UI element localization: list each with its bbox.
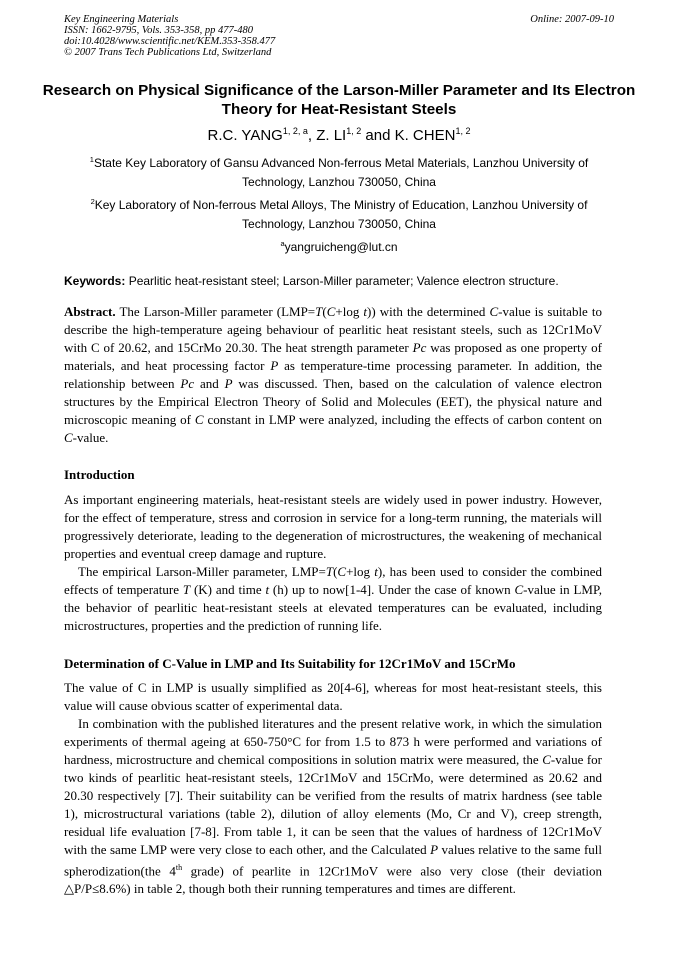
abstract-text: The Larson-Miller parameter (LMP=	[115, 304, 316, 319]
math-var: C	[326, 304, 336, 319]
section2-text: -value for two kinds of pearlitic heat-resistant steels, 12Cr1MoV and 15CrMo, were determined as 20.62 and 20.30 respectively [7]. Their suitability can be verified from the results of matrix hardness (see table 1), microstructural variations (table 2), dilution of alloy elements (Mo, Cr and V), creep strength, residual life evaluation [7-8]. From table 1, it can be seen that the values of hardness of 12Cr1MoV with the same LMP were very close to each other, and the Calculated	[64, 752, 603, 857]
intro-paragraph-2	[64, 563, 602, 635]
abstract	[64, 303, 602, 447]
affiliation-sup: 2	[90, 197, 95, 206]
affiliation-sup: 1	[89, 155, 94, 164]
intro-text: (h) up to now[1-4]. Under the case of known	[269, 582, 515, 597]
math-var: T	[182, 582, 191, 597]
section2-text: grade) of pearlite in 12Cr1MoV were also very close (their deviation △P/P≤8.6%) in table 2, though both their running temperatures and times are different.	[64, 863, 602, 897]
math-var: C	[514, 582, 524, 597]
abstract-text: -value.	[72, 430, 109, 445]
math-var: P	[270, 358, 279, 373]
section2-paragraph-1: The value of C in LMP is usually simplified as 20[4-6], whereas for most heat-resistant steels, this value will cause obvious scatter of experimental data.	[64, 680, 602, 713]
section2-paragraph-2	[64, 715, 602, 898]
intro-text: (	[333, 564, 338, 579]
abstract-text: was proposed as one property of materials, and heat processing factor	[64, 340, 603, 373]
doi-line: doi:10.4028/www.scientific.net/KEM.353-358.477	[64, 36, 276, 47]
affiliation-text: State Key Laboratory of Gansu Advanced Non-ferrous Metal Materials, Lanzhou University of Technology, Lanzhou 730050, China	[93, 156, 589, 189]
abstract-text: and	[194, 376, 225, 391]
intro-text: +log	[346, 564, 375, 579]
email-sup: a	[280, 239, 285, 248]
intro-paragraph-1: As important engineering materials, heat-resistant steels are widely used in power industry. However, for the effect of temperature, stress and corrosion in service for a long-term running, the materials will progressively deteriorate, leading to the degeneration of microstructures, the weakening of mechanical properties and eventual creep damage and rupture.	[64, 492, 602, 561]
intro-text: The empirical Larson-Miller parameter, LMP=	[78, 564, 326, 579]
journal-info	[64, 14, 275, 58]
keywords-label: Keywords:	[64, 274, 126, 288]
affiliation-text: Key Laboratory of Non-ferrous Metal Alloys, The Ministry of Education, Lanzhou University of Technology, Lanzhou 730050, China	[94, 198, 588, 231]
math-var: t	[265, 582, 270, 597]
author-line	[0, 122, 678, 145]
issn-line: ISSN: 1662-9795, Vols. 353-358, pp 477-480	[64, 25, 253, 36]
affiliation-2	[64, 192, 614, 234]
email-line	[0, 236, 678, 255]
ordinal-sup: th	[175, 863, 183, 872]
author-name: , Z. LI	[307, 127, 347, 144]
author-name: and K. CHEN	[361, 127, 456, 144]
author-sup: 1, 2, a	[282, 126, 308, 136]
copyright-line: © 2007 Trans Tech Publications Ltd, Switzerland	[64, 47, 272, 58]
introduction-heading: Introduction	[64, 467, 135, 482]
journal-name: Key Engineering Materials	[64, 14, 179, 25]
math-var: T	[315, 304, 323, 319]
affiliation-1	[64, 150, 614, 192]
math-var: C	[337, 564, 347, 579]
abstract-text: -value is suitable to describe the high-temperature ageing behaviour of pearlitic heat resistant steels, such as 12Cr1MoV with C of 20.62, and 15CrMo 20.30. The heat strength parameter	[64, 304, 602, 355]
online-date: Online: 2007-09-10	[530, 14, 614, 25]
math-var: Pc	[412, 340, 427, 355]
intro-text: ), has been used to consider the combined effects of temperature	[64, 564, 602, 597]
math-var: t	[374, 564, 378, 579]
math-var: Pc	[180, 376, 195, 391]
section2-body	[64, 679, 602, 898]
keywords-text: Pearlitic heat-resistant steel; Larson-Miller parameter; Valence electron structure.	[125, 274, 559, 288]
abstract-text: was discussed. Then, based on the calculation of valence electron structures by the Empirical Electron Theory of Solid and Molecules (EET), the physical nature and microscopic meaning of	[64, 376, 603, 427]
math-var: C	[542, 752, 551, 767]
introduction-body	[64, 491, 602, 635]
section2-text: In combination with the published literatures and the present relative work, in which the simulation experiments of thermal ageing at 650-750°C for from 1.5 to 873 h were performed and variations of hardness, microstructure and chemical compositions in solution matrix were measured, the	[64, 716, 602, 767]
intro-text: (K) and time	[190, 582, 266, 597]
author-name: R.C. YANG	[207, 127, 283, 144]
section2-text: values relative to the same full spherodization(the 4	[64, 842, 602, 879]
abstract-text: as temperature-time processing parameter. In addition, the relationship between	[64, 358, 603, 391]
abstract-text: +log	[335, 304, 364, 319]
abstract-text: )) with the determined	[367, 304, 490, 319]
abstract-label: Abstract.	[64, 304, 116, 319]
section2-heading: Determination of C-Value in LMP and Its Suitability for 12Cr1MoV and 15CrMo	[64, 656, 516, 671]
author-sup: 1, 2	[455, 126, 471, 136]
math-var: P	[224, 376, 233, 391]
intro-text: -value in LMP, the behavior of pearlitic heat-resistant steels at elevated temperatures can be evaluated, including microstructures, properties and the prediction of running life.	[64, 582, 602, 633]
math-var: C	[194, 412, 204, 427]
math-var: t	[363, 304, 368, 319]
math-var: C	[489, 304, 499, 319]
math-var: C	[64, 430, 73, 445]
math-var: P	[430, 842, 439, 857]
author-sup: 1, 2	[346, 126, 362, 136]
email-address: yangruicheng@lut.cn	[284, 240, 398, 254]
math-var: T	[325, 564, 334, 579]
keywords	[64, 274, 614, 289]
abstract-text: (	[322, 304, 327, 319]
paper-title: Research on Physical Significance of the Larson-Miller Parameter and Its Electron Theory for Heat-Resistant Steels	[42, 82, 636, 118]
abstract-text: constant in LMP were analyzed, including the effects of carbon content on	[203, 412, 602, 427]
